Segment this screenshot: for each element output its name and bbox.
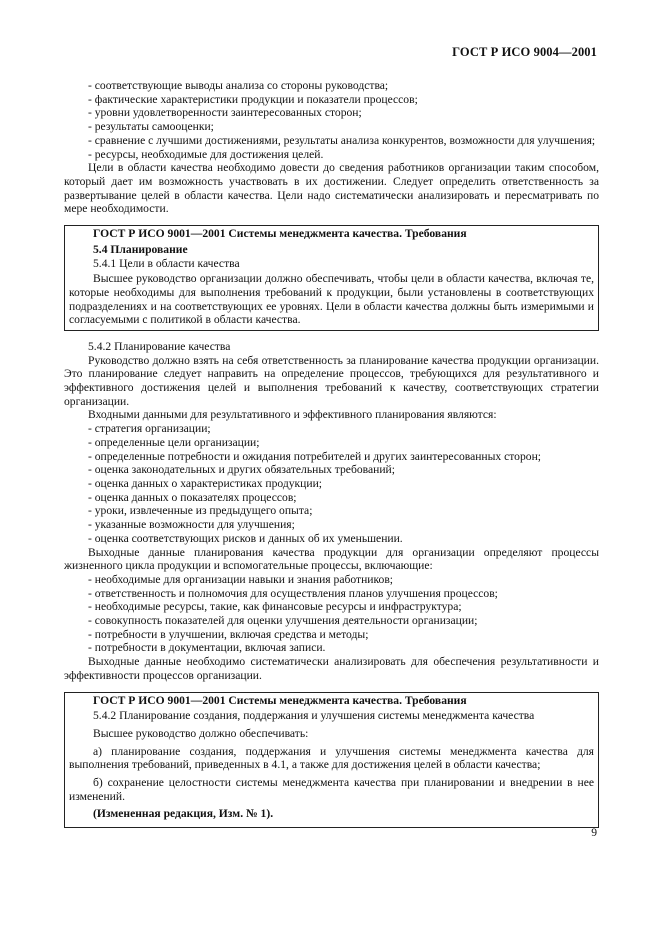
quote-box-title: ГОСТ Р ИСО 9001—2001 Системы менеджмента качества. Требования xyxy=(93,227,467,241)
list-item: - фактические характеристики продукции и показатели процессов; xyxy=(88,92,418,106)
list-item: - определенные потребности и ожидания потребителей и других заинтересованных сторон; xyxy=(88,449,541,463)
quote-item-a: а) планирование создания, поддержания и улучшения системы менеджмента качества для выполнения требований, приведенных в 4.1, а также для достижения целей в области качества; xyxy=(69,744,594,772)
list-item: - сравнение с лучшими достижениями, результаты анализа конкурентов, возможности для улучшения; xyxy=(88,133,596,147)
quote-item-b: б) сохранение целостности системы менеджмента качества при планировании и внедрении в нее изменений. xyxy=(69,776,594,803)
iso9001-quote-box-1 xyxy=(64,225,599,331)
list-item: - оценка данных о показателях процессов; xyxy=(88,490,297,504)
list-item: - стратегия организации; xyxy=(88,422,211,436)
list-item: - потребности в улучшении, включая средства и методы; xyxy=(88,627,369,641)
outputs-lead: Выходные данные планирования качества продукции для организации определяют процессы жизненного цикла продукции и вспомогательные процессы, включающие: xyxy=(64,545,599,573)
list-item: - указанные возможности для улучшения; xyxy=(88,518,295,532)
page-number: 9 xyxy=(591,826,597,839)
quote-box-title: ГОСТ Р ИСО 9001—2001 Системы менеджмента качества. Требования xyxy=(93,693,467,707)
list-item: - уровни удовлетворенности заинтересованных сторон; xyxy=(88,106,362,120)
quote-subsection-heading: 5.4.2 Планирование создания, поддержания и улучшения системы менеджмента качества xyxy=(93,709,535,723)
outputs-review: Выходные данные необходимо систематически анализировать для обеспечения результативности и эффективности процессов организации. xyxy=(64,655,599,682)
quote-section-heading: 5.4 Планирование xyxy=(93,242,188,256)
list-item: - оценка соответствующих рисков и данных об их уменьшении. xyxy=(88,531,403,545)
list-item: - уроки, извлеченные из предыдущего опыта; xyxy=(88,504,313,518)
section-heading-542: 5.4.2 Планирование качества xyxy=(88,339,231,353)
list-item: - соответствующие выводы анализа со стороны руководства; xyxy=(88,79,389,92)
quote-text: Высшее руководство организации должно обеспечивать, чтобы цели в области качества, включая те, которые необходимы для выполнения требований к продукции, были установлены в соответствующих подразделениях и на соответствующих ее уровнях. Цели в области качества должны быть измеримыми и согласуемыми с политикой в области качества. xyxy=(69,272,594,327)
planning-intro: Руководство должно взять на себя ответственность за планирование качества продукции организации. Это планирование следует направить на определение процессов, требующихся для результативного и эффективного достижения целей и выполнения требований к качеству, соответствующих стратегии организации. xyxy=(64,353,599,408)
iso9001-quote-box-2 xyxy=(64,692,599,829)
list-item: - необходимые ресурсы, такие, как финансовые ресурсы и инфраструктура; xyxy=(88,600,462,614)
page-content xyxy=(64,79,599,837)
document-code: ГОСТ Р ИСО 9004—2001 xyxy=(452,45,597,59)
list-item: - результаты самооценки; xyxy=(88,120,214,134)
list-item: - совокупность показателей для оценки улучшения деятельности организации; xyxy=(88,614,478,628)
list-item: - оценка законодательных и других обязательных требований; xyxy=(88,463,395,477)
list-item: - необходимые для организации навыки и знания работников; xyxy=(88,572,394,586)
quote-lead: Высшее руководство должно обеспечивать: xyxy=(93,726,309,740)
inputs-lead: Входными данными для результативного и эффективного планирования являются: xyxy=(88,408,497,422)
goals-paragraph: Цели в области качества необходимо довести до сведения работников организации таким способом, который дает им возможность участвовать в их достижении. Следует определить ответственность за развертывание целей в области качества. Цели надо систематически анализировать и пересматривать по мере необходимости. xyxy=(64,161,599,216)
list-item: - оценка данных о характеристиках продукции; xyxy=(88,476,323,490)
list-item: - ответственность и полномочия для осуществления планов улучшения процессов; xyxy=(88,586,498,600)
quote-subsection-heading: 5.4.1 Цели в области качества xyxy=(93,257,240,271)
list-item: - определенные цели организации; xyxy=(88,435,260,449)
list-item: - ресурсы, необходимые для достижения целей. xyxy=(88,147,324,161)
list-item: - потребности в документации, включая записи. xyxy=(88,641,326,655)
edition-note: (Измененная редакция, Изм. № 1). xyxy=(93,807,274,821)
